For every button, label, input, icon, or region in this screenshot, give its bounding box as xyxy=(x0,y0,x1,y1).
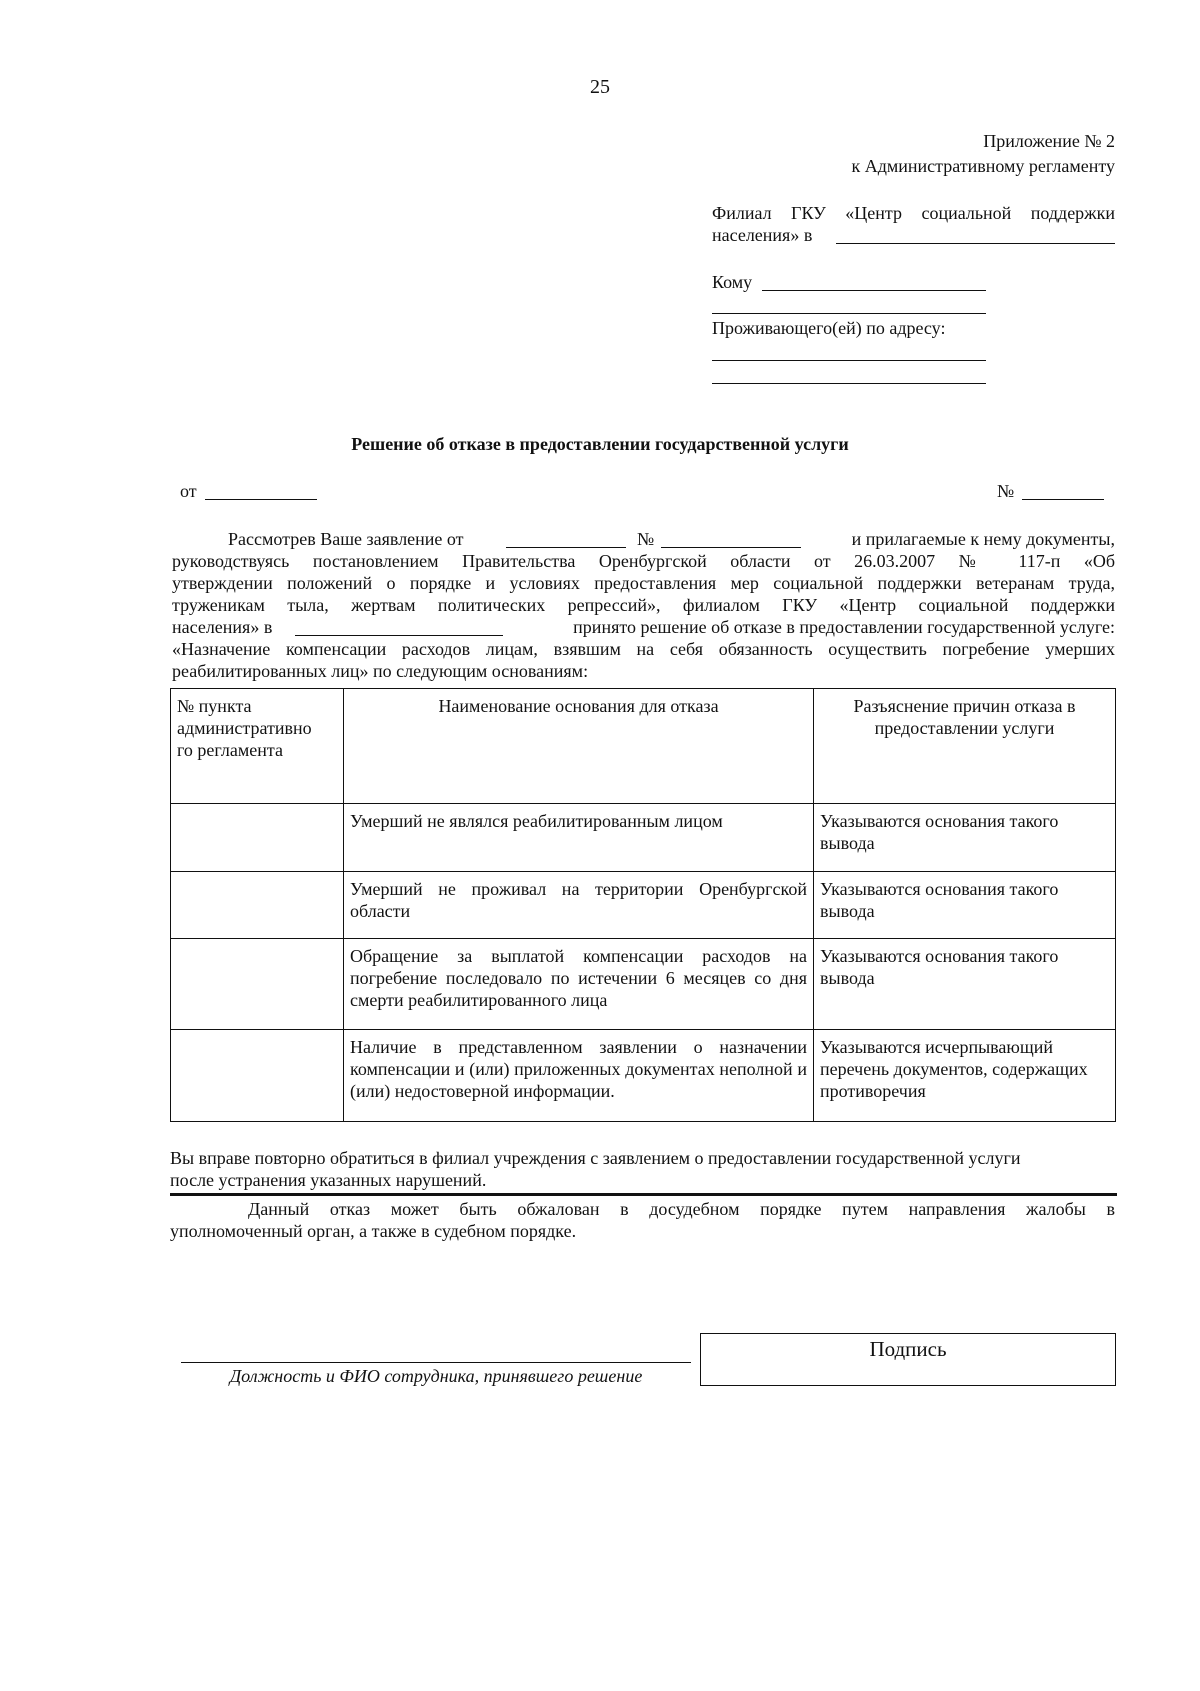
application-date-line xyxy=(506,547,626,548)
date-from-label: от xyxy=(180,481,197,501)
position-name-line xyxy=(181,1362,691,1363)
row-reason: Наличие в представленном заявлении о назначении компенсации и (или) приложенных документах неполной и (или) недостоверной информации. xyxy=(344,1030,814,1122)
appendix-regulation: к Административному регламенту xyxy=(851,156,1115,176)
body-line4: труженикам тыла, жертвам политических репрессий», филиалом ГКУ «Центр социальной поддержки xyxy=(172,595,1115,615)
application-number-line xyxy=(661,547,801,548)
body-line1-c: и прилагаемые к нему документы, xyxy=(851,529,1115,549)
residing-label: Проживающего(ей) по адресу: xyxy=(712,318,946,338)
branch-name-line1: Филиал ГКУ «Центр социальной поддержки xyxy=(712,203,1115,223)
header-explanation: Разъяснение причин отказа в предоставлении услуги xyxy=(814,689,1116,804)
body-line1-a: Рассмотрев Ваше заявление от xyxy=(228,529,464,549)
body-line3: утверждении положений о порядке и условиях предоставления мер социальной поддержки ветеранам труда, xyxy=(172,573,1115,593)
row-explanation: Указываются основания такого вывода xyxy=(814,804,1116,872)
decision-number-line xyxy=(1022,499,1104,500)
appendix-number: Приложение № 2 xyxy=(983,131,1115,151)
table-header-row xyxy=(171,689,1116,804)
address-line-2 xyxy=(712,383,986,384)
appeal-line1: Данный отказ может быть обжалован в досудебном порядке путем направления жалобы в xyxy=(248,1199,1115,1219)
body-line7: реабилитированных лиц» по следующим основаниям: xyxy=(172,661,589,681)
header-reason: Наименование основания для отказа xyxy=(344,689,814,804)
body-line6: «Назначение компенсации расходов лицам, взявшим на себя обязанность осуществить погребение умерших xyxy=(172,639,1115,659)
row-item-number xyxy=(171,872,344,939)
to-label: Кому xyxy=(712,272,753,292)
table-row xyxy=(171,939,1116,1030)
row-reason: Умерший не являлся реабилитированным лицом xyxy=(344,804,814,872)
signature-box xyxy=(700,1333,1116,1386)
body-line5-a: населения» в xyxy=(172,617,273,637)
appeal-line2: уполномоченный орган, а также в судебном порядке. xyxy=(170,1221,577,1241)
document-title: Решение об отказе в предоставлении государственной услуги xyxy=(351,434,849,454)
row-reason: Умерший не проживал на территории Оренбургской области xyxy=(344,872,814,939)
decision-number-label: № xyxy=(997,481,1015,501)
table-row xyxy=(171,804,1116,872)
table-row xyxy=(171,872,1116,939)
row-item-number xyxy=(171,1030,344,1122)
to-name-line xyxy=(762,290,986,291)
notice-line1: Вы вправе повторно обратиться в филиал учреждения с заявлением о предоставлении государственной услуги xyxy=(170,1148,1021,1168)
notice-line2: после устранения указанных нарушений. xyxy=(170,1170,487,1190)
refusal-grounds-table xyxy=(170,688,1116,1122)
row-item-number xyxy=(171,939,344,1030)
notice-divider xyxy=(170,1193,1117,1196)
signature-label: Подпись xyxy=(869,1337,947,1361)
row-explanation: Указываются основания такого вывода xyxy=(814,939,1116,1030)
header-item-number: № пункта административно го регламента xyxy=(171,689,344,804)
branch-location-blank xyxy=(295,635,503,636)
address-line-1 xyxy=(712,360,986,361)
row-explanation: Указываются исчерпывающий перечень документов, содержащих противоречия xyxy=(814,1030,1116,1122)
page-number: 25 xyxy=(590,76,610,98)
row-item-number xyxy=(171,804,344,872)
body-line5-b: принято решение об отказе в предоставлении государственной услуге: xyxy=(573,617,1115,637)
to-name-line-2 xyxy=(712,313,986,314)
date-line xyxy=(205,499,317,500)
position-caption: Должность и ФИО сотрудника, принявшего решение xyxy=(229,1366,643,1386)
body-line1-b: № xyxy=(637,529,655,549)
table-row xyxy=(171,1030,1116,1122)
branch-location-line xyxy=(836,243,1115,244)
branch-name-line2: населения» в xyxy=(712,225,813,245)
body-line2: руководствуясь постановлением Правительства Оренбургской области от 26.03.2007 № 117-п «Об xyxy=(172,551,1115,571)
row-explanation: Указываются основания такого вывода xyxy=(814,872,1116,939)
row-reason: Обращение за выплатой компенсации расходов на погребение последовало по истечении 6 месяцев со дня смерти реабилитированного лица xyxy=(344,939,814,1030)
